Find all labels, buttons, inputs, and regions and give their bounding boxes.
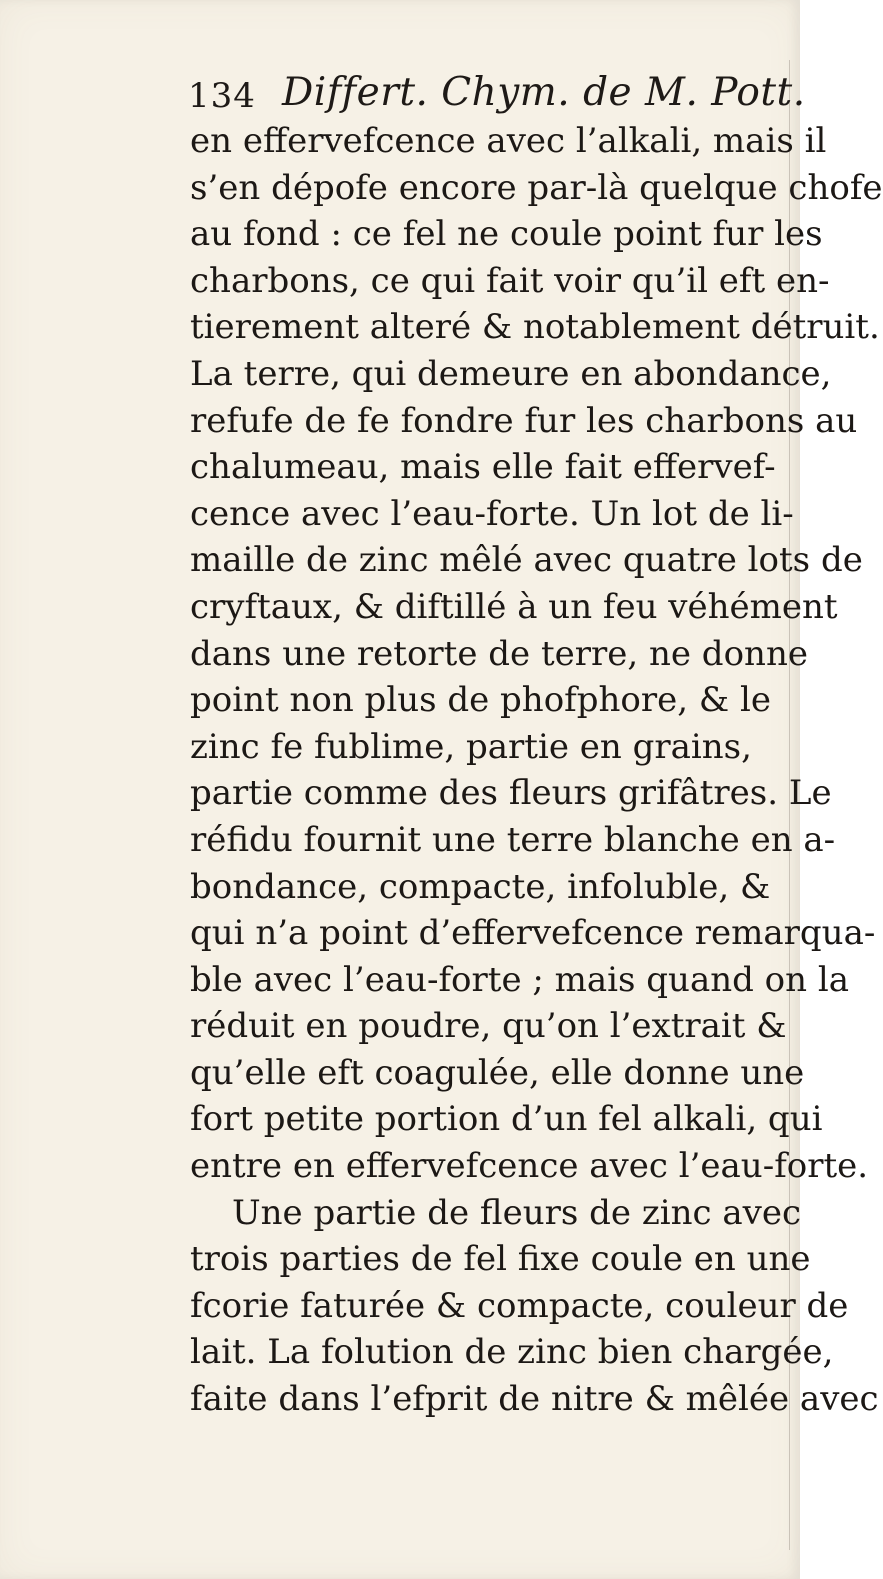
body-text	[190, 118, 883, 1423]
text-line: faite dans l’efprit de nitre & mêlée avec	[190, 1379, 879, 1420]
text-line: s’en dépofe encore par-là quelque chofe	[190, 167, 883, 208]
text-line: ble avec l’eau-forte ; mais quand on la	[190, 959, 849, 1000]
text-line: réduit en poudre, qu’on l’extrait &	[190, 1006, 787, 1047]
text-line: cryftaux, & diftillé à un feu véhément	[190, 586, 838, 627]
text-line: réfidu fournit une terre blanche en a-	[190, 819, 836, 860]
text-line: au fond : ce fel ne coule point fur les	[190, 214, 823, 255]
text-line: fort petite portion d’un fel alkali, qui	[190, 1099, 823, 1140]
text-line: Une partie de fleurs de zinc avec	[232, 1192, 802, 1233]
text-line: zinc fe fublime, partie en grains,	[190, 726, 752, 767]
running-head: Differt. Chym. de M. Pott.	[282, 70, 806, 115]
text-line: tierement alteré & notablement détruit.	[190, 307, 880, 348]
text-line: chalumeau, mais elle fait effervef-	[190, 447, 776, 488]
text-line: partie comme des fleurs grifâtres. Le	[190, 773, 832, 814]
text-line: La terre, qui demeure en abondance,	[190, 353, 832, 394]
text-line: maille de zinc mêlé avec quatre lots de	[190, 540, 863, 581]
text-line: fcorie faturée & compacte, couleur de	[190, 1285, 849, 1326]
text-line: entre en effervefcence avec l’eau-forte.	[190, 1146, 869, 1187]
text-line: charbons, ce qui fait voir qu’il eft en-	[190, 260, 830, 301]
text-line: cence avec l’eau-forte. Un lot de li-	[190, 493, 794, 534]
text-line: bondance, compacte, infoluble, &	[190, 866, 771, 907]
text-line: qu’elle eft coagulée, elle donne une	[190, 1052, 805, 1093]
page-number: 134	[188, 76, 256, 116]
text-line: point non plus de phofphore, & le	[190, 680, 771, 721]
text-line: refufe de fe fondre fur les charbons au	[190, 400, 858, 441]
text-line: lait. La folution de zinc bien chargée,	[190, 1332, 834, 1373]
text-line: qui n’a point d’effervefcence remarqua-	[190, 913, 876, 954]
text-line: trois parties de fel fixe coule en une	[190, 1239, 811, 1280]
text-line: dans une retorte de terre, ne donne	[190, 633, 808, 674]
text-line: en effervefcence avec l’alkali, mais il	[190, 121, 827, 161]
